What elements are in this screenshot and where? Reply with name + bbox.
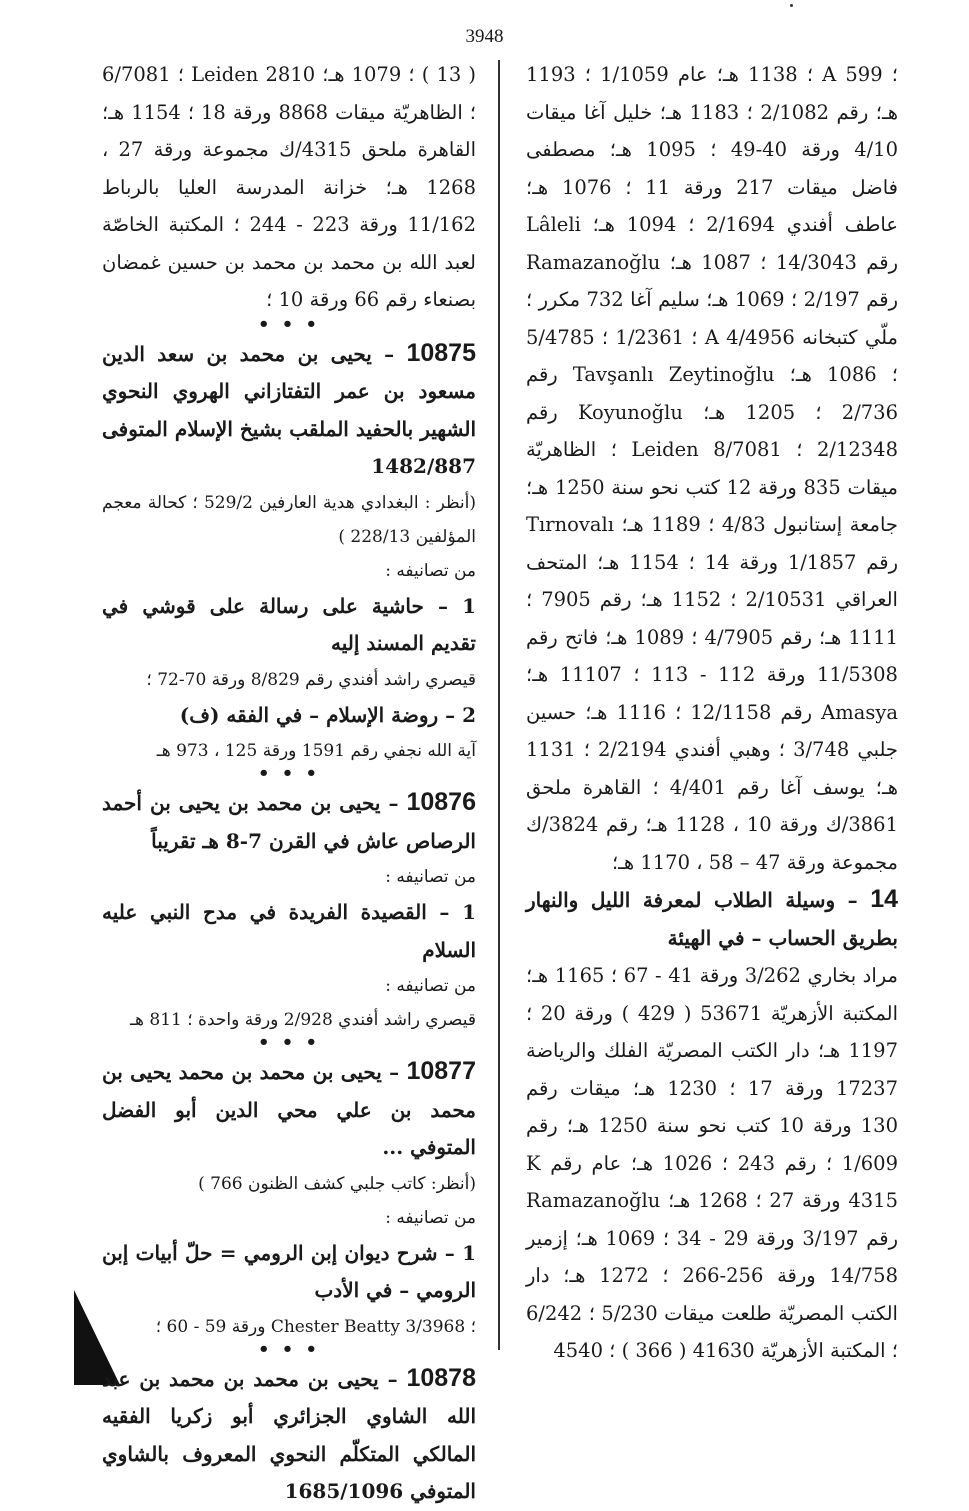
work-title: 1 – شرح ديوان إبن الرومي = حلّ أبيات إبن الرومي – في الأدب <box>102 1240 476 1302</box>
work-heading-14 <box>526 881 898 957</box>
manuscript-list: قيصري راشد أفندي 2/928 ورقة واحدة ؛ 811 هـ <box>130 1010 476 1030</box>
entry-number: 10877 <box>406 1057 476 1085</box>
right-column <box>526 56 898 1376</box>
column-divider <box>498 60 500 1350</box>
entry-title: – يحيى بن محمد بن محمد بن عبد الله الشاوي الجزائري أبو زكريا الفقيه المالكي المتكلّم النحوي المعروف بالشاوي المتوفي 1685/1096 <box>102 1366 476 1503</box>
works-label: من تصانيفه : <box>385 976 476 996</box>
stray-dot <box>790 4 793 7</box>
entry-number: 10878 <box>406 1363 476 1392</box>
entry-title: – يحيى بن محمد بن محمد يحيى بن محمد بن علي محي الدين أبو الفضل المتوفي ... <box>102 1060 476 1159</box>
entry-title: – يحيى بن محمد بن يحيى بن أحمد الرصاص عاش في القرن 7-8 هـ تقريباً <box>102 791 476 853</box>
entry-heading-10878 <box>102 1360 476 1511</box>
reference-note: (أنظر: كاتب جلبي كشف الظنون 766 ) <box>198 1173 476 1194</box>
entry-separator: • • • <box>257 1032 321 1053</box>
manuscript-list: مراد بخاري 3/262 ورقة 41 - 67 ؛ 1165 هـ؛ المكتبة الأزهريّة 53671 ( 429 ) ورقة 20 ؛ 1197 هـ؛ دار الكتب المصريّة الفلك والرياضة 17237 ورقة 17 ؛ 1230 هـ؛ ميقات رقم 130 ورقة 10 كتب نحو سنة 1250 هـ؛ رقم 1/609 ؛ رقم 243 ؛ 1026 هـ؛ عام رقم K 4315 ورقة 27 ؛ 1268 هـ؛ Ramazanoğlu رقم 3/197 ورقة 29 - 34 ؛ 1069 هـ؛ إزمير 14/758 ورقة 256-266 ؛ 1272 هـ؛ دار الكتب المصريّة طلعت ميقات 5/230 ؛ 6/242 ؛ المكتبة الأزهريّة 41630 ( 366 ) ؛ 4540 <box>526 964 899 1362</box>
left-column <box>102 56 476 1503</box>
manuscript-list: ؛ A 599 ؛ 1138 هـ؛ عام 1/1059 ؛ 1193 هـ؛ رقم 2/1082 ؛ 1183 هـ؛ خليل آغا ميقات 4/10 ورقة 40-49 ؛ 1095 هـ؛ مصطفى فاضل ميقات 217 ورقة 11 ؛ 1076 هـ؛ عاطف أفندي 2/1694 ؛ 1094 هـ؛ Lâleli رقم 14/3043 ؛ 1087 هـ؛ Ramazanoğlu رقم 2/197 ؛ 1069 هـ؛ سليم آغا 732 مكرر ؛ ملّي كتبخانه A 4/4956 ؛ 1/2361 ؛ 5/4785 ؛ 1086 هـ؛ Tavşanlı Zeytinoğlu رقم 2/736 ؛ 1205 هـ؛ Koyunoğlu رقم 2/12348 ؛ 8/7081 Leiden ؛ الظاهريّة ميقات 835 ورقة 12 كتب نحو سنة 1250 هـ؛ جامعة إستانبول 4/83 ؛ 1189 هـ؛ Tırnovalı رقم 1/1857 ورقة 14 ؛ 1154 هـ؛ المتحف العراقي 2/10531 ؛ 1152 هـ؛ رقم 7905 ؛ 1111 هـ؛ رقم 4/7905 ؛ 1089 هـ؛ فاتح رقم 11/5308 ورقة 112 - 113 ؛ 11107 هـ؛ Amasya رقم 12/1158 ؛ 1116 هـ؛ حسين جلبي 3/748 ؛ وهبي أفندي 2/2194 ؛ 1131 هـ؛ يوسف آغا رقم 4/401 ؛ القاهرة ملحق 3861/ك ورقة 10 ، 1128 هـ؛ رقم 3824/ك مجموعة ورقة 47 – 58 ، 1170 هـ؛ <box>526 63 899 874</box>
work-title: – وسيلة الطلاب لمعرفة الليل والنهار بطريق الحساب – في الهيئة <box>526 888 898 950</box>
entry-heading-10875 <box>102 335 476 486</box>
works-label: من تصانيفه : <box>385 867 476 887</box>
entry-number: 10876 <box>406 788 476 816</box>
entry-separator: • • • <box>257 763 321 784</box>
manuscript-list: ( 13 ) ؛ 1079 هـ؛ 2810 Leiden ؛ 6/7081 ؛ الظاهريّة ميقات 8868 ورقة 18 ؛ 1154 هـ؛ القاهرة ملحق 4315/ك مجموعة ورقة 27 ، 1268 هـ؛ خزانة المدرسة العليا بالرباط 11/162 ورقة 223 - 244 ؛ المكتبة الخاصّة لعبد الله بن محمد بن محمد بن حسين غمضان بصنعاء رقم 66 ورقة 10 ؛ <box>102 63 476 311</box>
entry-heading-10876 <box>102 784 476 860</box>
manuscript-list: ؛ 3/3968 Chester Beatty ورقة 59 - 60 ؛ <box>155 1316 476 1337</box>
page-number: 3948 <box>465 26 504 47</box>
work-title: 1 – حاشية على رسالة على قوشي في تقديم المسند إليه <box>102 593 476 655</box>
entry-title: – يحيى بن محمد بن سعد الدين مسعود بن عمر التفتازاني الهروي النحوي الشهير بالحفيد الملقب بشيخ الإسلام المتوفى 1482/887 <box>102 341 476 478</box>
entry-separator: • • • <box>257 313 321 335</box>
entry-heading-10877 <box>102 1053 476 1167</box>
work-number: 14 <box>870 885 898 913</box>
reference-note: (أنظر : البغدادي هدية العارفين 529/2 ؛ كحالة معجم المؤلفين 228/13 ) <box>102 492 476 547</box>
works-label: من تصانيفه : <box>385 560 476 581</box>
entry-number: 10875 <box>406 338 476 367</box>
manuscript-list: آية الله نجفي رقم 1591 ورقة 125 ، 973 هـ <box>156 741 476 761</box>
manuscript-list: قيصري راشد أفندي رقم 8/829 ورقة 70-72 ؛ <box>146 669 476 690</box>
work-title: 2 – روضة الإسلام – في الفقه (ف) <box>179 702 476 727</box>
entry-separator: • • • <box>257 1338 321 1360</box>
work-title: 1 – القصيدة الفريدة في مدح النبي عليه السلام <box>102 900 476 962</box>
works-label: من تصانيفه : <box>385 1207 476 1228</box>
